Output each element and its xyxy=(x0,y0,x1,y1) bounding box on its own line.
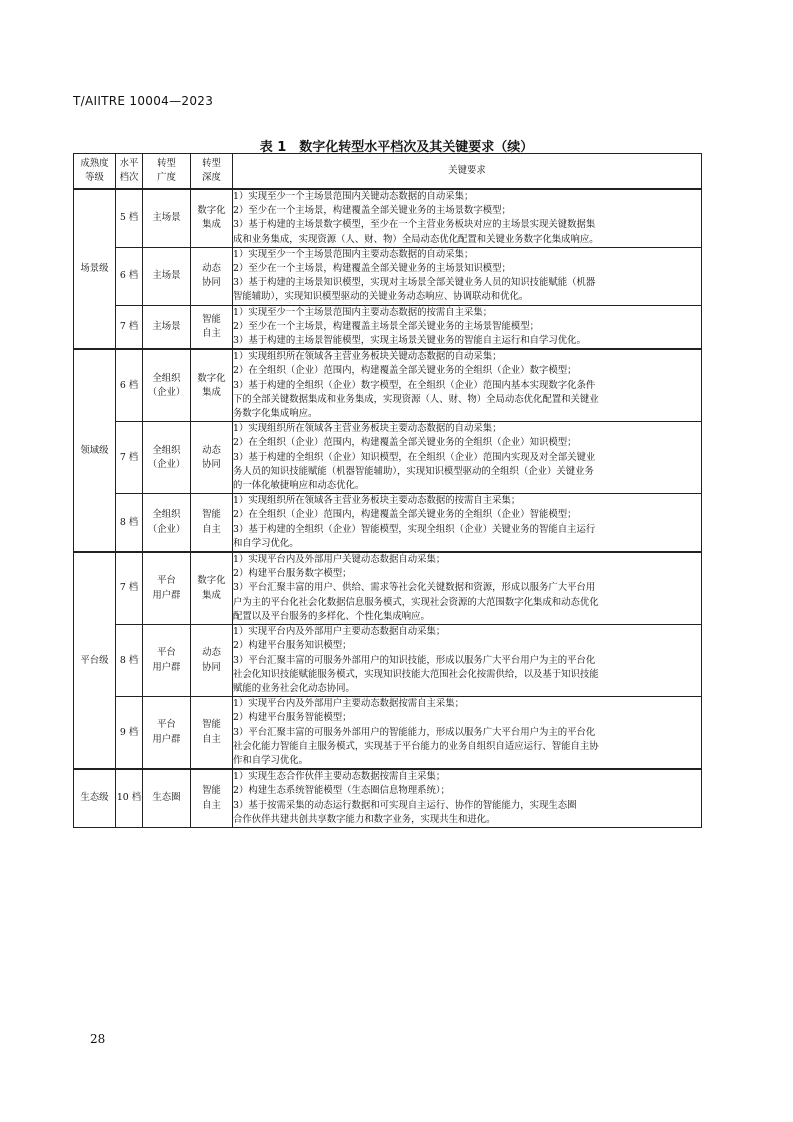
depth-line: 动态 xyxy=(202,263,221,275)
breadth-line: （企业） xyxy=(147,386,186,398)
header-line: 档次 xyxy=(119,172,139,183)
depth-cell xyxy=(191,494,233,552)
table-row xyxy=(74,494,702,552)
maturity-cell: 领域级 xyxy=(74,349,116,552)
table-row xyxy=(74,305,702,349)
depth-line: 协同 xyxy=(202,661,221,673)
depth-line: 动态 xyxy=(202,647,221,659)
header-requirements xyxy=(233,154,702,190)
table-row xyxy=(74,625,702,697)
breadth-cell xyxy=(143,494,191,552)
requirement-line: 2）构建平台服务智能模型； xyxy=(233,712,352,724)
requirement-line: 3）基于构建的全组织（企业）数字模型，在全组织（企业）范围内基本实现数字化条件 xyxy=(233,379,596,391)
depth-line: 智能 xyxy=(202,313,221,325)
breadth-line: 生态圈 xyxy=(152,792,181,804)
depth-line: 智能 xyxy=(202,719,221,731)
breadth-cell xyxy=(143,769,191,827)
requirement-line: 2）构建平台服务知识模型； xyxy=(233,640,352,652)
level-cell: 9 档 xyxy=(116,697,143,770)
requirements-cell xyxy=(233,349,702,422)
requirement-line: 1）实现平台内及外部用户主要动态数据自动采集； xyxy=(233,626,446,638)
requirement-line: 3）基于按需采集的动态运行数据和可实现自主运行、协作的智能能力，实现生态圈 xyxy=(233,799,577,811)
table-row xyxy=(74,189,702,247)
requirement-line: 2）在全组织（企业）范围内，构建覆盖全部关键业务的全组织（企业）知识模型； xyxy=(233,437,577,449)
requirement-line: 1）实现至少一个主场景范围内主要动态数据的自动采集； xyxy=(233,248,474,260)
depth-cell xyxy=(191,422,233,494)
requirement-line: 1）实现组织所在领域各主营业务板块主要动态数据的按需自主采集； xyxy=(233,495,521,507)
level-cell: 7 档 xyxy=(116,422,143,494)
depth-line: 数字化 xyxy=(197,575,226,587)
requirements-cell xyxy=(233,305,702,349)
depth-line: 集成 xyxy=(202,589,221,601)
depth-line: 动态 xyxy=(202,444,221,456)
requirements-cell xyxy=(233,494,702,552)
depth-cell xyxy=(191,349,233,422)
requirement-line: 2）至少在一个主场景，构建覆盖主场景全部关键业务的主场景智能模型； xyxy=(233,320,539,332)
requirement-line: 1）实现平台内及外部用户关键动态数据自动采集； xyxy=(233,554,446,566)
table-title: 表 1 数字化转型水平档次及其关键要求（续） xyxy=(259,140,534,155)
header-line: 广度 xyxy=(157,172,176,183)
depth-line: 自主 xyxy=(202,799,221,811)
header-line: 转型 xyxy=(157,157,176,169)
header-maturity xyxy=(74,154,116,190)
requirement-line: 1）实现至少一个主场景范围内关键动态数据的自动采集； xyxy=(233,191,474,202)
depth-line: 集成 xyxy=(202,386,221,398)
requirements-cell xyxy=(233,552,702,625)
requirement-line: 1）实现平台内及外部用户主要动态数据按需自主采集； xyxy=(233,698,464,710)
maturity-cell: 平台级 xyxy=(74,552,116,769)
breadth-line: 主场景 xyxy=(152,270,181,282)
depth-line: 集成 xyxy=(202,219,221,231)
depth-line: 智能 xyxy=(202,509,221,521)
header-line: 转型 xyxy=(202,157,221,169)
depth-line: 数字化 xyxy=(197,205,226,217)
header-line: 关键要求 xyxy=(448,164,486,176)
requirement-line: 和自学习优化。 xyxy=(233,537,299,549)
breadth-line: 全组织 xyxy=(152,444,181,456)
requirement-line: 2）构建平台服务数字模型； xyxy=(233,568,352,580)
breadth-cell xyxy=(143,422,191,494)
depth-cell xyxy=(191,697,233,770)
depth-line: 协同 xyxy=(202,458,221,470)
header-line: 成熟度 xyxy=(80,157,109,169)
table-row xyxy=(74,769,702,827)
breadth-line: 平台 xyxy=(157,719,176,731)
level-cell: 7 档 xyxy=(116,552,143,625)
header-depth xyxy=(191,154,233,190)
requirements-cell xyxy=(233,697,702,770)
standard-code: T/AIITRE 10004—2023 xyxy=(73,94,214,108)
breadth-line: 平台 xyxy=(157,647,176,659)
requirement-line: 2）至少在一个主场景，构建覆盖全部关键业务的主场景知识模型； xyxy=(233,263,511,275)
requirement-line: 2）构建生态系统智能模型（生态圈信息物理系统）； xyxy=(233,785,450,797)
requirement-line: 3）平台汇聚丰富的可服务外部用户的知识技能，形成以服务广大平台用户为主的平台化 xyxy=(233,654,596,666)
depth-cell xyxy=(191,305,233,349)
depth-cell xyxy=(191,625,233,697)
requirement-line: 1）实现至少一个主场景范围内主要动态数据的按需自主采集； xyxy=(233,306,493,318)
table-row xyxy=(74,349,702,422)
requirement-line: 成和业务集成，实现资源（人、财、物）全局动态优化配置和关键业务数字化集成响应。 xyxy=(233,233,599,245)
requirements-cell xyxy=(233,189,702,247)
requirement-line: 配置以及平台服务的多样化、个性化集成响应。 xyxy=(233,610,430,622)
breadth-line: 用户群 xyxy=(152,589,181,601)
requirement-line: 3）基于构建的主场景智能模型，实现主场景关键业务的智能自主运行和自学习优化。 xyxy=(233,335,586,347)
breadth-line: （企业） xyxy=(147,458,186,470)
requirement-line: 1）实现生态合作伙伴主要动态数据按需自主采集； xyxy=(233,771,446,783)
depth-cell xyxy=(191,769,233,827)
depth-line: 协同 xyxy=(202,277,221,289)
depth-line: 数字化 xyxy=(197,372,226,384)
requirement-line: 社会化知识技能赋能服务模式，实现知识技能大范围社会化按需供给，以及基于知识技能 xyxy=(233,668,599,680)
level-cell: 10 档 xyxy=(116,769,143,827)
header-breadth xyxy=(143,154,191,190)
requirement-line: 3）基于构建的主场景知识模型，实现对主场景全部关键业务人员的知识技能赋能（机器 xyxy=(233,277,596,289)
breadth-line: 用户群 xyxy=(152,661,181,673)
level-cell: 7 档 xyxy=(116,305,143,349)
depth-line: 自主 xyxy=(202,733,221,745)
level-cell: 8 档 xyxy=(116,494,143,552)
depth-cell xyxy=(191,552,233,625)
maturity-cell: 场景级 xyxy=(74,189,116,349)
breadth-line: 主场景 xyxy=(152,212,181,224)
requirements-cell xyxy=(233,625,702,697)
requirement-line: 2）在全组织（企业）范围内，构建覆盖全部关键业务的全组织（企业）数字模型； xyxy=(233,365,577,377)
requirement-line: 务人员的知识技能赋能（机器智能辅助），实现知识模型驱动的全组织（企业）关键业务 xyxy=(233,465,594,477)
header-line: 水平 xyxy=(119,157,139,169)
requirement-line: 合作伙伴共建共创共享数字能力和数字业务，实现共生和进化。 xyxy=(233,813,496,825)
requirement-line: 下的全部关键数据集成和业务集成，实现资源（人、财、物）全局动态优化配置和关键业 xyxy=(233,393,599,405)
maturity-cell: 生态级 xyxy=(74,769,116,827)
requirement-line: 社会化能力智能自主服务模式，实现基于平台能力的业务自组织自适应运行、智能自主协 xyxy=(233,740,599,752)
breadth-line: 平台 xyxy=(157,575,176,587)
depth-line: 自主 xyxy=(202,327,221,339)
table-row xyxy=(74,552,702,625)
requirement-line: 1）实现组织所在领域各主营业务板块主要动态数据的自动采集； xyxy=(233,423,502,435)
requirement-line: 3）基于构建的全组织（企业）智能模型，实现全组织（企业）关键业务的智能自主运行 xyxy=(233,523,596,535)
level-cell: 8 档 xyxy=(116,625,143,697)
breadth-cell xyxy=(143,625,191,697)
requirement-line: 3）基于构建的主场景数字模型，至少在一个主营业务板块对应的主场景实现关键数据集 xyxy=(233,219,596,231)
breadth-line: 用户群 xyxy=(152,733,181,745)
requirements-table xyxy=(73,153,702,828)
header-line: 等级 xyxy=(85,172,104,183)
breadth-line: （企业） xyxy=(147,523,186,535)
requirement-line: 智能辅助），实现知识模型驱动的关键业务动态响应、协调联动和优化。 xyxy=(233,291,529,303)
depth-cell xyxy=(191,247,233,305)
requirement-line: 2）在全组织（企业）范围内，构建覆盖全部关键业务的全组织（企业）智能模型； xyxy=(233,509,577,521)
requirement-line: 务数字化集成响应。 xyxy=(233,408,318,420)
level-cell: 6 档 xyxy=(116,349,143,422)
breadth-cell xyxy=(143,552,191,625)
table-body xyxy=(74,189,702,827)
table-row xyxy=(74,697,702,770)
depth-line: 智能 xyxy=(202,785,221,797)
breadth-cell xyxy=(143,349,191,422)
table-header-row xyxy=(74,154,702,190)
requirements-cell xyxy=(233,247,702,305)
requirement-line: 赋能的业务社会化动态协同。 xyxy=(233,682,355,694)
level-cell: 6 档 xyxy=(116,247,143,305)
breadth-cell xyxy=(143,697,191,770)
table-row xyxy=(74,247,702,305)
breadth-line: 全组织 xyxy=(152,509,181,521)
requirement-line: 的一体化敏捷响应和动态优化。 xyxy=(233,480,365,492)
page-number: 28 xyxy=(90,1032,106,1046)
requirement-line: 户为主的平台化社会化数据信息服务模式，实现社会资源的大范围数字化集成和动态优化 xyxy=(233,596,599,608)
breadth-cell xyxy=(143,189,191,247)
requirement-line: 1）实现组织所在领域各主营业务板块关键动态数据的自动采集； xyxy=(233,351,502,363)
breadth-cell xyxy=(143,305,191,349)
requirements-cell xyxy=(233,769,702,827)
depth-cell xyxy=(191,189,233,247)
header-level xyxy=(116,154,143,190)
breadth-line: 全组织 xyxy=(152,372,181,384)
header-line: 深度 xyxy=(202,172,221,183)
breadth-cell xyxy=(143,247,191,305)
requirement-line: 作和自学习优化。 xyxy=(233,754,309,766)
level-cell: 5 档 xyxy=(116,189,143,247)
depth-line: 自主 xyxy=(202,523,221,535)
requirement-line: 3）平台汇聚丰富的可服务外部用户的智能能力，形成以服务广大平台用户为主的平台化 xyxy=(233,726,596,738)
table-row xyxy=(74,422,702,494)
breadth-line: 主场景 xyxy=(152,320,181,332)
requirement-line: 3）基于构建的全组织（企业）知识模型，在全组织（企业）范围内实现及对全部关键业 xyxy=(233,451,596,463)
requirements-cell xyxy=(233,422,702,494)
requirement-line: 2）至少在一个主场景，构建覆盖全部关键业务的主场景数字模型； xyxy=(233,205,511,217)
requirement-line: 3）平台汇聚丰富的用户、供给、需求等社会化关键数据和资源，形成以服务广大平台用 xyxy=(233,582,596,594)
